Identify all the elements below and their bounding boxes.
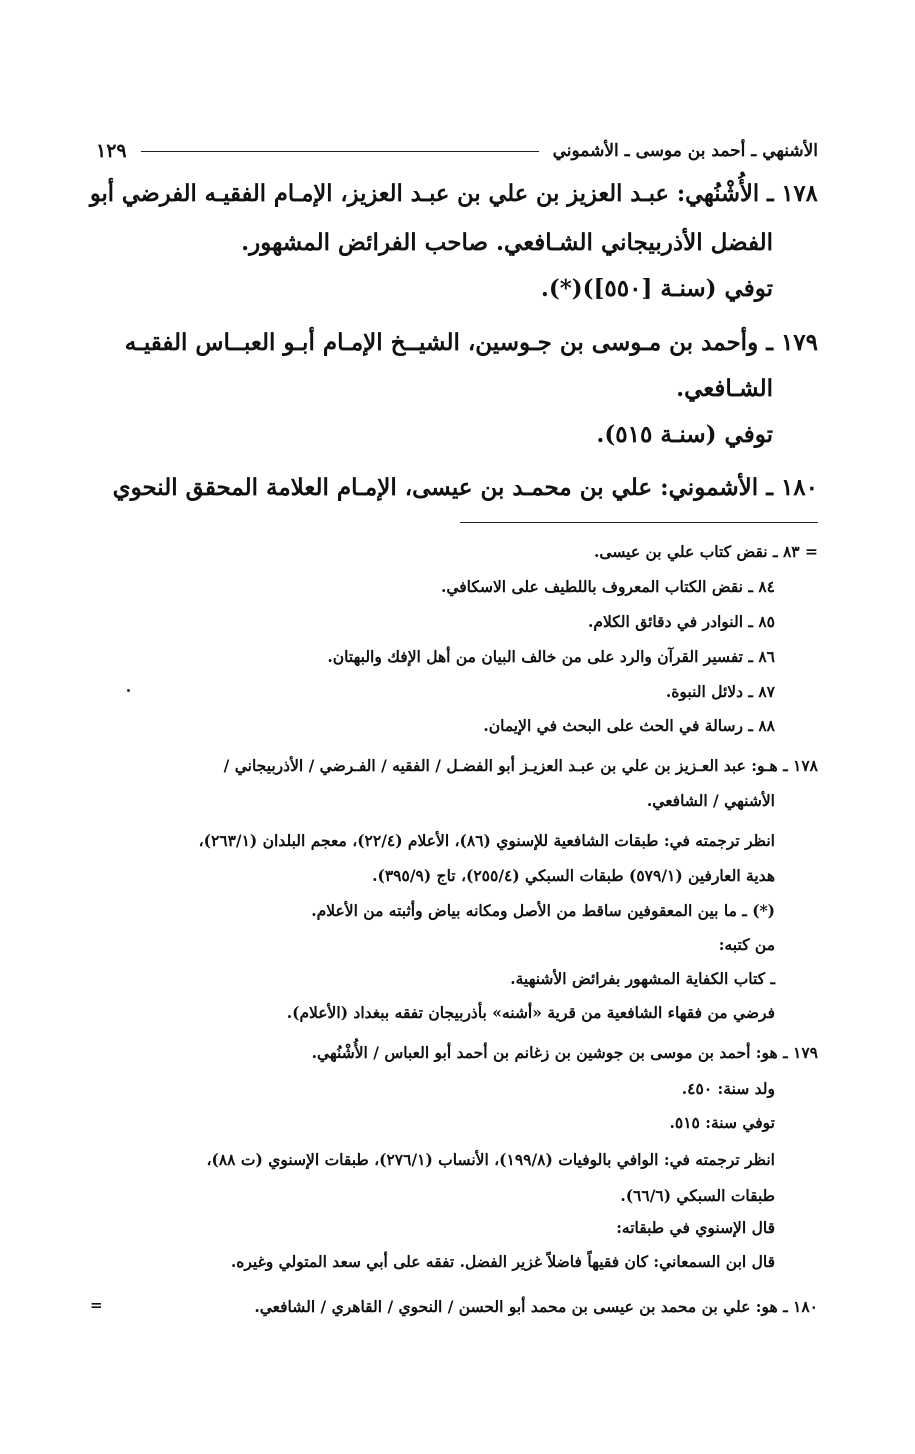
footnote-line: (*) ـ ما بين المعقوفين ساقط من الأصل ومكانه بياض وأثبته من الأعلام. [311,901,775,920]
footnote-line: ١٧٩ ـ هو: أحمد بن موسى بن جوشين بن زغانم بن أحمد أبو العباس / الأُشْنُهي. [311,1043,818,1062]
footnote-line: ٨٤ ـ نقض الكتاب المعروف باللطيف على الاسكافي. [440,577,775,596]
footnote-line: ٨٨ ـ رسالة في الحث على البحث في الإيمان. [483,716,775,735]
footnote-line: هدية العارفين (٥٧٩/١) طبقات السبكي (٢٥٥/٤)، تاج (٣٩٥/٩). [372,866,775,885]
page-number: ١٢٩ [96,140,127,162]
footnote-line: من كتبه: [718,935,775,954]
entry-178-number: ١٧٨ ـ [767,180,818,207]
entry-178-line-2: الفضل الأذربيجاني الشـافعي. صاحب الفرائض المشهور. [241,229,773,256]
header-rule [141,151,539,152]
entry-179-number: ١٧٩ ـ [766,329,818,356]
entry-179-lemma: وأحمد بن مـوسى بن جـوسين، [467,329,759,356]
running-header-title: الأشنهي ـ أحمد بن موسى ـ الأشموني [552,141,818,161]
footnote-line: الأشنهي / الشافعي. [646,791,775,810]
footnote-line: قال ابن السمعاني: كان فقيهاً فاضلاً غزير الفضل. تفقه على أبي سعد المتولي وغيره. [230,1252,775,1271]
footnote-line: ١٨٠ ـ هو: علي بن محمد بن عيسى بن محمد أبو الحسن / النحوي / القاهري / الشافعي. [254,1297,818,1316]
stray-dot [127,689,130,692]
footnote-line: انظر ترجمته في: طبقات الشافعية للإسنوي (٨٦)، الأعلام (٢٢/٤)، معجم البلدان (٢٦٣/١)، [198,831,775,850]
entry-180-line-1 [113,474,818,501]
running-header [96,136,818,166]
footnote-line: ٨٧ ـ دلائل النبوة. [665,682,775,701]
footnote-line: ولد سنة: ٤٥٠. [681,1079,775,1098]
footnote-line: ٨٦ ـ تفسير القرآن والرد على من خالف البيان من أهل الإفك والبهتان. [327,647,775,666]
entry-180-number: ١٨٠ ـ [766,474,818,501]
entry-178-line-3: توفي (سنـة [٥٥٠])(*). [540,275,773,302]
footnote-separator [460,522,818,523]
entry-179-text-1: الشيــخ الإمـام أبـو العبــاس الفقيـه [124,329,460,356]
footnote-line: فرضي من فقهاء الشافعية من قرية «أشنه» بأذربيجان تفقه ببغداد (الأعلام). [286,1003,775,1022]
entry-178-line-1 [90,180,818,207]
footnote-line: ٨٥ ـ النوادر في دقائق الكلام. [587,612,775,631]
footnote-line: طبقات السبكي (٦٦/٦). [620,1186,775,1205]
continuation-mark: = [90,1296,103,1314]
footnote-line: ـ كتاب الكفاية المشهور بفرائض الأشنهية. [510,969,775,988]
footnote-line: قال الإسنوي في طبقاته: [616,1218,775,1237]
footnote-line: انظر ترجمته في: الوافي بالوفيات (١٩٩/٨)، الأنساب (٢٧٦/١)، طبقات الإسنوي (ت ٨٨)، [206,1150,775,1169]
entry-180-lemma: الأشموني: [660,474,759,501]
footnote-line: توفي سنة: ٥١٥. [669,1113,775,1132]
footnote-line: ١٧٨ ـ هـو: عبد العـزيز بن علي بن عبـد العزيـز أبو الفضـل / الفقيه / الفـرضي / الأذربيجاني / [223,756,818,775]
entry-179-line-2: الشـافعي. [676,375,773,402]
entry-178-lemma: الأُشْنُهي: [677,180,760,207]
entry-179-line-1 [125,329,818,356]
entry-179-line-3: توفي (سنـة ٥١٥). [596,421,773,448]
footnote-line: = ٨٣ ـ نقض كتاب علي بن عيسى. [594,542,818,561]
entry-180-text-1: علي بن محمـد بن عيسى، الإمـام العلامة المحقق النحوي [112,474,653,501]
entry-178-text-1: عبـد العزيز بن علي بن عبـد العزيز، الإمـام الفقيـه الفرضي أبو [90,180,670,207]
